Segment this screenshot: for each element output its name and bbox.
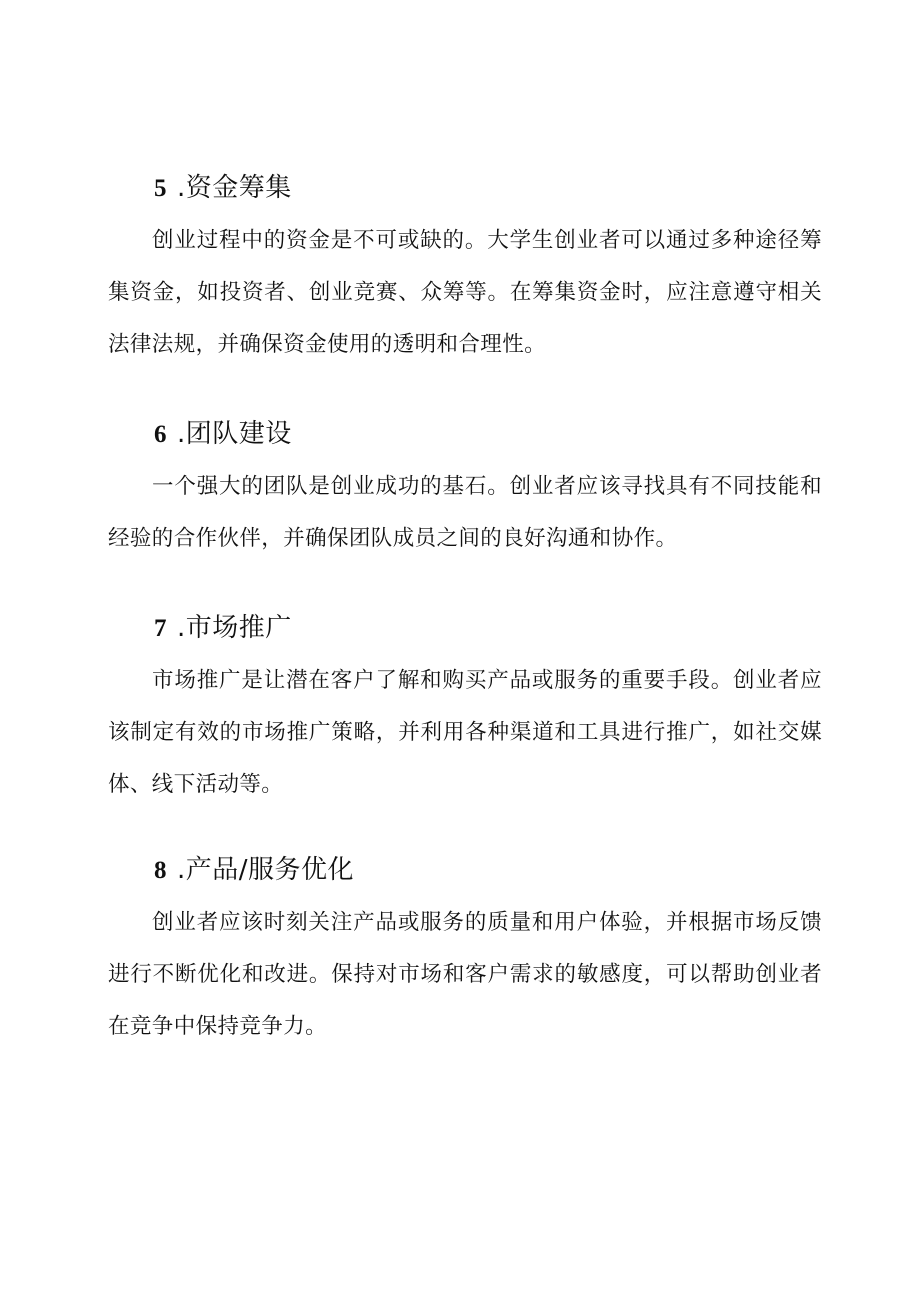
section-number: 5 bbox=[154, 175, 167, 202]
section-paragraph: 市场推广是让潜在客户了解和购买产品或服务的重要手段。创业者应该制定有效的市场推广策略，并利用各种渠道和工具进行推广，如社交媒体、线下活动等。 bbox=[108, 668, 822, 797]
section-paragraph: 一个强大的团队是创业成功的基石。创业者应该寻找具有不同技能和经验的合作伙伴，并确保团队成员之间的良好沟通和协作。 bbox=[108, 474, 822, 551]
section-paragraph: 创业过程中的资金是不可或缺的。大学生创业者可以通过多种途径筹集资金，如投资者、创业竞赛、众筹等。在筹集资金时，应注意遵守相关法律法规，并确保资金使用的透明和合理性。 bbox=[108, 228, 822, 357]
section-team-building bbox=[108, 416, 822, 565]
section-heading bbox=[154, 610, 822, 647]
section-product-optimization bbox=[108, 852, 822, 1053]
section-title: .产品/服务优化 bbox=[177, 855, 355, 885]
section-number: 6 bbox=[154, 421, 167, 448]
section-marketing bbox=[108, 610, 822, 811]
section-title: .市场推广 bbox=[177, 613, 292, 643]
section-paragraph: 创业者应该时刻关注产品或服务的质量和用户体验，并根据市场反馈进行不断优化和改进。保持对市场和客户需求的敏感度，可以帮助创业者在竞争中保持竞争力。 bbox=[108, 910, 822, 1039]
section-number: 7 bbox=[154, 615, 167, 642]
section-heading bbox=[154, 170, 822, 207]
section-heading bbox=[154, 416, 822, 453]
section-number: 8 bbox=[154, 857, 167, 884]
section-title: .资金筹集 bbox=[177, 173, 292, 203]
section-funding bbox=[108, 170, 822, 371]
section-heading bbox=[154, 852, 822, 889]
section-title: .团队建设 bbox=[177, 419, 292, 449]
